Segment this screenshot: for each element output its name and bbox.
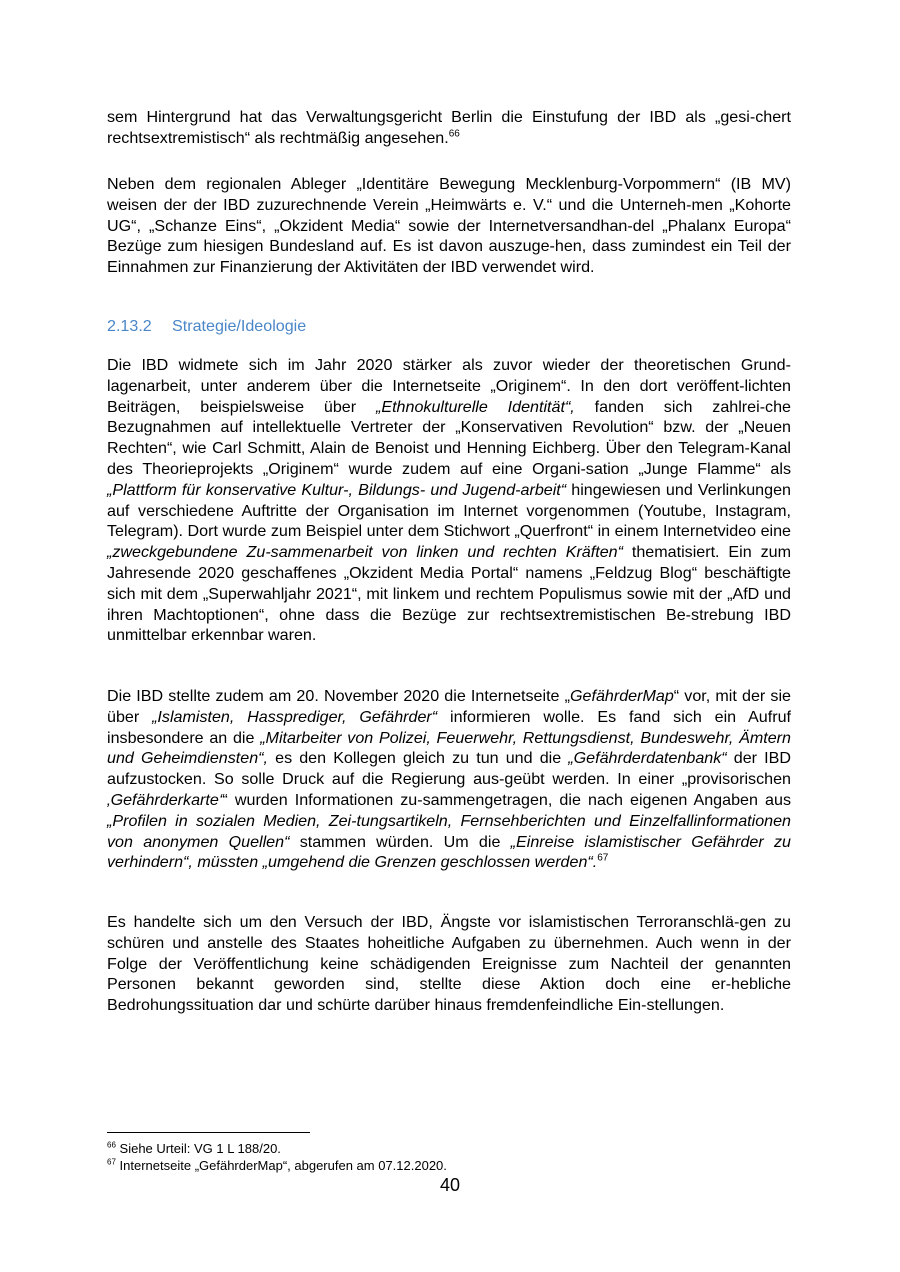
paragraph-3-quote: „zweckgebundene Zu-sammenarbeit von linken und rechten Kräften“ bbox=[107, 543, 623, 562]
footnote-number: 67 bbox=[107, 1157, 116, 1167]
page-number: 40 bbox=[439, 1175, 461, 1195]
paragraph-1 bbox=[107, 107, 791, 149]
paragraph-4-text: stammen würden. Um die bbox=[289, 832, 511, 851]
paragraph-4-quote: GefährderMap bbox=[570, 687, 674, 705]
footnote-67 bbox=[107, 1157, 447, 1174]
paragraph-5: Es handelte sich um den Versuch der IBD, Ängste vor islamistischen Terroranschlä-gen zu schüren und anstelle des Staates hoheitliche Aufgaben zu übernehmen. Auch wenn in der Folge der Veröffentlichung keine schädigenden Ereignisse zum Nachteil der genannten Personen bekannt geworden sind, stellte diese Aktion doch eine er-hebliche Bedrohungssituation dar und schürte darüber hinaus fremdenfeindliche Ein-stellungen. bbox=[107, 913, 791, 1015]
footnote-ref-66[interactable]: 66 bbox=[448, 128, 460, 140]
paragraph-3-quote: „Plattform für konservative Kultur-, Bildungs- und Jugend-arbeit“ bbox=[107, 480, 567, 499]
footnote-ref-67[interactable]: 67 bbox=[597, 853, 609, 865]
paragraph-2: Neben dem regionalen Ableger „Identitäre Bewegung Mecklenburg-Vorpommern“ (IB MV) weisen der der IBD zuzurechnende Verein „Heimwärts e. V.“ und die Unterneh-men „Kohorte UG“, „Schanze Eins“, „Okzident Media“ sowie der Internetversandhan-del „Phalanx Europa“ Bezüge zum hiesigen Bundesland auf. Es ist davon auszuge-hen, dass zumindest ein Teil der Einnahmen zur Finanzierung der Aktivitäten der IBD verwendet wird. bbox=[107, 175, 791, 277]
footnote-separator bbox=[107, 1132, 310, 1133]
paragraph-3-quote: „Ethnokulturelle Identität“, bbox=[375, 397, 575, 416]
paragraph-4-text: der IBD aufzustocken. So solle Druck auf die Regierung aus-geübt werden. In einer „provisorischen bbox=[107, 749, 791, 789]
paragraph-4-text: es den Kollegen gleich zu tun und die bbox=[268, 749, 569, 768]
paragraph-4-quote: „Einreise islamistischer Gefährder zu verhindern“, müssten „umgehend die Grenzen geschlossen werden“. bbox=[107, 832, 791, 872]
paragraph-3-text: fanden sich zahlrei-che Bezugnahmen auf intellektuelle Vertreter der „Konservativen Revolution“ bzw. der „Neuen Rechten“, wie Carl Schmitt, Alain de Benoist und Henning Eichberg. Über den Telegram-Kanal des Theorieprojekts „Originem“ wurde zudem auf eine Organi-sation „Junge Flamme“ als bbox=[107, 397, 791, 478]
section-title: Strategie/Ideologie bbox=[172, 317, 307, 335]
paragraph-3-text: Die IBD widmete sich im Jahr 2020 stärker als zuvor wieder der theoretischen Grund-lagenarbeit, unter anderem über die Internetseite „Originem“. In den dort veröffent-lichten Beiträgen, beispielsweise über bbox=[107, 356, 791, 416]
paragraph-3-text: thematisiert. Ein zum Jahresende 2020 geschaffenes „Okzident Media Portal“ namens „Feldzug Blog“ beschäftigte sich mit dem „Superwahljahr 2021“, mit linkem und rechtem Populismus sowie mit der „AfD und ihren Machtoptionen“, ohne dass die Bezüge zur rechtsextremistischen Be-strebung IBD unmittelbar erkennbar waren. bbox=[107, 543, 792, 645]
paragraph-3-text: hingewiesen und Verlinkungen auf verschiedene Auftritte der Organisation im Internet vorgenommen (Youtube, Instagram, Telegram). Dort wurde zum Beispiel unter dem Stichwort „Querfront“ in einem Internetvideo eine bbox=[107, 480, 791, 541]
footnote-text: Internetseite „GefährderMap“, abgerufen am 07.12.2020. bbox=[119, 1158, 447, 1173]
paragraph-1-text: sem Hintergrund hat das Verwaltungsgericht Berlin die Einstufung der IBD als „gesi-chert rechtsextremistisch“ als rechtmäßig angesehen. bbox=[107, 108, 791, 147]
paragraph-4-quote: „Islamisten, Hassprediger, Gefährder“ bbox=[152, 707, 438, 726]
paragraph-4-text: “ vor, mit der sie über bbox=[107, 687, 791, 726]
paragraph-4-quote: „Profilen in sozialen Medien, Zei-tungsartikeln, Fernsehberichten und Einzelfallinformationen von anonymen Quellen“ bbox=[107, 811, 791, 851]
paragraph-4-quote: ‚Gefährderkarte‘ bbox=[107, 790, 223, 809]
paragraph-3 bbox=[107, 355, 791, 646]
paragraph-4-quote: „Gefährderdatenbank“ bbox=[568, 749, 727, 768]
paragraph-4-text: “ wurden Informationen zu-sammengetragen, die nach eigenen Angaben aus bbox=[222, 790, 791, 809]
paragraph-4-text: Die IBD stellte zudem am 20. November 2020 die Internetseite „ bbox=[107, 687, 571, 705]
paragraph-4-quote: „Mitarbeiter von Polizei, Feuerwehr, Rettungsdienst, Bundeswehr, Ämtern und Geheimdiensten“, bbox=[107, 728, 791, 768]
footnote-66 bbox=[107, 1140, 447, 1157]
paragraph-4-text: informieren wolle. Es fand sich ein Aufruf insbesondere an die bbox=[107, 707, 791, 747]
footnotes bbox=[107, 1140, 447, 1174]
section-heading bbox=[107, 316, 306, 336]
footnote-number: 66 bbox=[107, 1140, 116, 1150]
section-number: 2.13.2 bbox=[107, 317, 152, 335]
paragraph-4 bbox=[107, 686, 791, 873]
footnote-text: Siehe Urteil: VG 1 L 188/20. bbox=[119, 1141, 281, 1156]
